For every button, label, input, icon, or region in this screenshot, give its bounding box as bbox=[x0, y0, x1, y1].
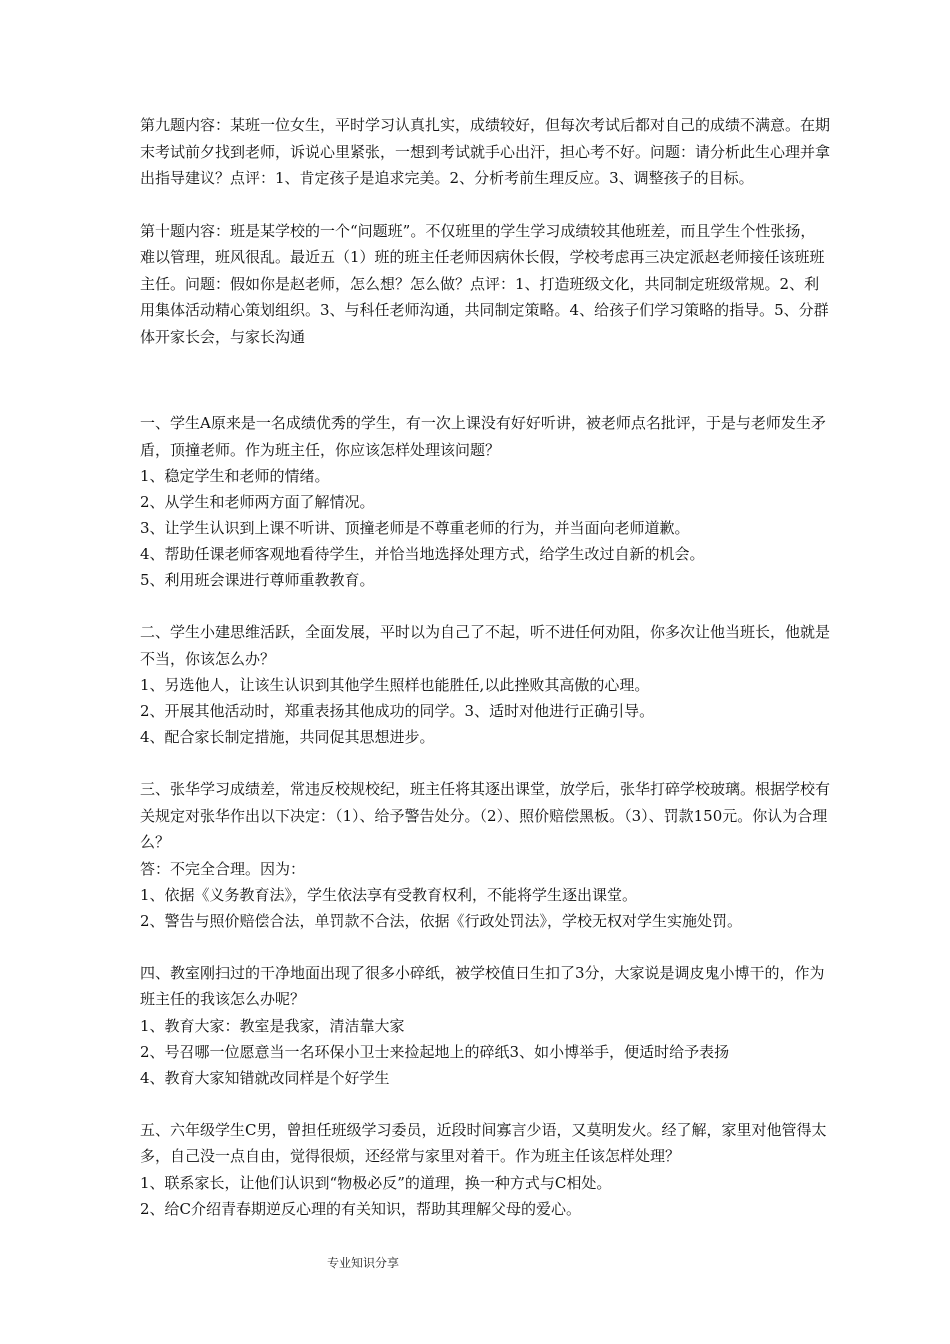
case-5-item: 1、联系家长，让他们认识到“物极必反”的道理，换一种方式与C相处。 bbox=[140, 1173, 612, 1192]
case-5-item: 2、给C介绍青春期逆反心理的有关知识，帮助其理解父母的爱心。 bbox=[140, 1199, 582, 1218]
case-2-item: 2、开展其他活动时，郑重表扬其他成功的同学。3、适时对他进行正确引导。 bbox=[140, 702, 655, 720]
case-4-item: 4、教育大家知错就改同样是个好学生 bbox=[140, 1068, 390, 1087]
case-1-item: 3、让学生认识到上课不听讲、顶撞老师是不尊重老师的行为，并当面向老师道歉。 bbox=[140, 519, 690, 537]
case-3-question: 三、张华学习成绩差，常违反校规校纪，班主任将其逐出课堂，放学后，张华打碎学校玻璃。根据学校有关规定对张华作出以下决定：（1）、给予警告处分。（2）、照价赔偿黑板。（3）、罚款150元。你认为合理么？ bbox=[140, 780, 831, 851]
case-3-item: 答：不完全合理。因为： bbox=[140, 859, 306, 878]
case-5-question: 五、六年级学生C男，曾担任班级学习委员，近段时间寡言少语，又莫明发火。经了解，家里对他管得太多，自己没一点自由，觉得很烦，还经常与家里对着干。作为班主任该怎样处理？ bbox=[140, 1120, 827, 1165]
page-footer: 专业知识分享 bbox=[327, 1256, 400, 1270]
case-1-item: 5、利用班会课进行尊师重教教育。 bbox=[140, 571, 375, 589]
case-3-item: 1、依据《义务教育法》，学生依法享有受教育权利，不能将学生逐出课堂。 bbox=[140, 885, 638, 904]
case-5 bbox=[140, 1117, 830, 1222]
case-1-item: 4、帮助任课老师客观地看待学生，并恰当地选择处理方式，给学生改过自新的机会。 bbox=[140, 545, 705, 563]
case-4-question: 四、教室刚扫过的干净地面出现了很多小碎纸，被学校值日生扣了3分，大家说是调皮鬼小博干的，作为班主任的我该怎么办呢？ bbox=[140, 963, 825, 1008]
case-1 bbox=[140, 410, 830, 593]
case-2 bbox=[140, 619, 830, 750]
case-4-item: 2、号召哪一位愿意当一名环保小卫士来捡起地上的碎纸3、如小博举手，便适时给予表扬 bbox=[140, 1042, 730, 1061]
case-3 bbox=[140, 776, 830, 934]
question-10-paragraph: 第十题内容：班是某学校的一个“问题班”。不仅班里的学生学习成绩较其他班差，而且学生个性张扬，难以管理，班风很乱。最近五（1）班的班主任老师因病休长假，学校考虑再三决定派赵老师接任该班班主任。问题：假如你是赵老师，怎么想？怎么做？点评：1、打造班级文化，共同制定班级常规。2、利用集体活动精心策划组织。3、与科任老师沟通，共同制定策略。4、给孩子们学习策略的指导。5、分群体开家长会，与家长沟通 bbox=[140, 221, 829, 346]
case-1-item: 2、从学生和老师两方面了解情况。 bbox=[140, 493, 375, 511]
case-4-item: 1、教育大家：教室是我家，清洁靠大家 bbox=[140, 1016, 405, 1035]
case-4 bbox=[140, 960, 830, 1091]
question-9-paragraph: 第九题内容：某班一位女生，平时学习认真扎实，成绩较好，但每次考试后都对自己的成绩不满意。在期末考试前夕找到老师，诉说心里紧张，一想到考试就手心出汗，担心考不好。问题：请分析此生心理并拿出指导建议？点评：1、肯定孩子是追求完美。2、分析考前生理反应。3、调整孩子的目标。 bbox=[140, 116, 831, 187]
case-2-item: 4、配合家长制定措施，共同促其思想进步。 bbox=[140, 728, 435, 746]
case-2-item: 1、另选他人，让该生认识到其他学生照样也能胜任,以此挫败其高傲的心理。 bbox=[140, 676, 650, 694]
case-1-question: 一、学生A原来是一名成绩优秀的学生，有一次上课没有好好听讲，被老师点名批评，于是与老师发生矛盾，顶撞老师。作为班主任，你应该怎样处理该问题？ bbox=[140, 414, 826, 459]
case-3-item: 2、警告与照价赔偿合法，单罚款不合法，依据《行政处罚法》，学校无权对学生实施处罚。 bbox=[140, 911, 743, 930]
case-2-question: 二、学生小建思维活跃，全面发展，平时以为自己了不起，听不进任何劝阻，你多次让他当班长，他就是不当，你该怎么办？ bbox=[140, 623, 831, 668]
case-1-item: 1、稳定学生和老师的情绪。 bbox=[140, 467, 330, 485]
document-body bbox=[140, 112, 830, 1248]
